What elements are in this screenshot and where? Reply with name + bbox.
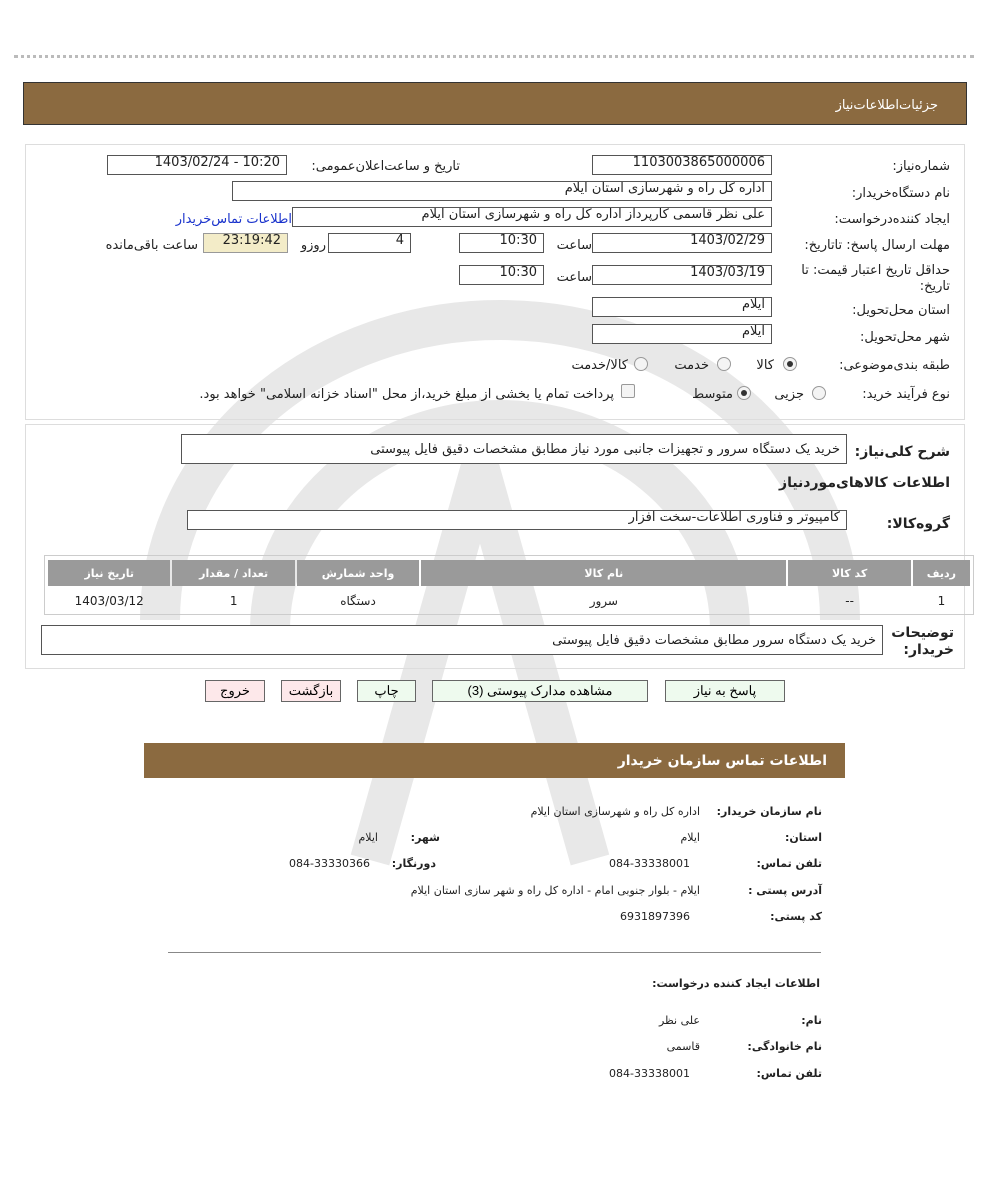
creator-field: علی نظر قاسمی کارپرداز اداره کل راه و شهرسازی استان ایلام	[292, 207, 772, 227]
contact-address-label: آدرس پستی :	[748, 884, 822, 897]
creator-name-label: نام:	[801, 1014, 822, 1027]
contact-province-label: استان:	[785, 831, 822, 844]
deadline-date-field: 1403/02/29	[592, 233, 772, 253]
contact-city-label: شهر:	[410, 831, 440, 844]
category-option-service: خدمت	[674, 358, 709, 373]
exit-button[interactable]: خروج	[205, 680, 265, 702]
cell-row: 1	[937, 594, 946, 608]
process-radio-medium[interactable]	[737, 386, 751, 400]
creator-family-label: نام خانوادگی:	[747, 1040, 822, 1053]
validity-date-field: 1403/03/19	[592, 265, 772, 285]
col-unit: واحد شمارش	[297, 560, 419, 586]
category-radio-service[interactable]	[717, 357, 731, 371]
goods-group-field: کامپیوتر و فناوری اطلاعات-سخت افزار	[187, 510, 847, 530]
buyer-notes-field: خرید یک دستگاه سرور مطابق مشخصات دقیق فایل پیوستی	[41, 625, 883, 655]
buyer-org-field: اداره کل راه و شهرسازی استان ایلام	[232, 181, 772, 201]
back-button[interactable]: بازگشت	[281, 680, 341, 702]
creator-family-value: قاسمی	[666, 1040, 700, 1053]
buyer-notes-label: توضیحات خریدار:	[891, 625, 954, 658]
validity-time-label: ساعت	[556, 270, 592, 285]
contact-header	[144, 743, 845, 778]
table-row	[48, 588, 970, 614]
goods-group-label: گروه‌کالا:	[886, 516, 950, 532]
validity-time-field: 10:30	[459, 265, 544, 285]
contact-province-value: ایلام	[680, 831, 700, 844]
city-label: شهر محل‌تحویل:	[860, 330, 950, 345]
process-option-medium: متوسط	[692, 387, 733, 402]
contact-org-label: نام سازمان خریدار:	[716, 805, 822, 818]
deadline-label: مهلت ارسال پاسخ: تاتاریخ:	[804, 238, 950, 253]
category-option-goods: کالا	[756, 358, 774, 373]
days-label: روزو	[300, 238, 326, 253]
creator-phone-label: تلفن تماس:	[756, 1067, 822, 1080]
category-radio-both[interactable]	[634, 357, 648, 371]
goods-info-title: اطلاعات کالاهای‌مورد‌نیاز	[779, 475, 950, 491]
cell-date: 1403/03/12	[74, 594, 144, 608]
summary-field: خرید یک دستگاه سرور و تجهیزات جانبی مورد نیاز مطابق مشخصات دقیق فایل پیوستی	[181, 434, 847, 464]
need-number-label: شماره‌نیاز:	[892, 159, 950, 174]
items-table	[46, 558, 972, 616]
contact-phone-label: تلفن تماس:	[756, 857, 822, 870]
contact-divider	[168, 952, 821, 953]
category-option-both: کالا/خدمت	[571, 358, 628, 373]
contact-fax-label: دورنگار:	[391, 857, 436, 870]
category-label: طبقه بندی‌موضوعی:	[839, 358, 950, 373]
days-field: 4	[328, 233, 411, 253]
contact-postal-value: 6931897396	[620, 910, 690, 923]
process-radio-small[interactable]	[812, 386, 826, 400]
contact-address-value: ایلام - بلوار جنوبی امام - اداره کل راه و شهر سازی استان ایلام	[410, 884, 700, 897]
remaining-label: ساعت باقی‌مانده	[105, 238, 198, 253]
col-date: تاریخ نیاز	[48, 560, 170, 586]
col-qty: تعداد / مقدار	[172, 560, 294, 586]
summary-label: شرح کلی‌نیاز:	[854, 444, 950, 460]
cell-qty: 1	[229, 594, 238, 608]
process-option-small: جزیی	[774, 387, 804, 402]
contact-postal-label: کد پستی:	[770, 910, 822, 923]
contact-phone-value: 084-33338001	[609, 857, 690, 870]
page-header	[23, 82, 967, 125]
contact-title: اطلاعات تماس سازمان خریدار	[617, 753, 827, 769]
buyer-contact-link[interactable]: اطلاعات تماس‌خریدار	[175, 212, 292, 227]
reply-button[interactable]: پاسخ به نیاز	[665, 680, 785, 702]
category-radio-goods[interactable]	[783, 357, 797, 371]
deadline-time-field: 10:30	[459, 233, 544, 253]
page-title: جزئیات‌اطلاعات‌نیاز	[835, 98, 938, 113]
announce-date-field: 1403/02/24 - 10:20	[107, 155, 287, 175]
deadline-time-label: ساعت	[556, 238, 592, 253]
province-field: ایلام	[592, 297, 772, 317]
contact-city-value: ایلام	[358, 831, 378, 844]
col-name: نام کالا	[421, 560, 786, 586]
announce-label: تاریخ و ساعت‌اعلان‌عمومی:	[311, 159, 460, 174]
cell-unit: دستگاه	[340, 594, 376, 608]
creator-info-title: اطلاعات ایجاد کننده درخواست:	[652, 977, 820, 990]
cell-code: --	[845, 594, 854, 608]
creator-label: ایجاد کننده‌درخواست:	[834, 212, 950, 227]
top-dotted-divider	[14, 55, 974, 58]
attachments-button[interactable]: مشاهده مدارک پیوستی (3)	[432, 680, 648, 702]
creator-name-value: علی نظر	[658, 1014, 700, 1027]
payment-note: پرداخت تمام یا بخشی از مبلغ خرید،از محل "اسناد خزانه اسلامی" خواهد بود.	[199, 387, 614, 402]
need-number-field: 1103003865000006	[592, 155, 772, 175]
remaining-time-field: 23:19:42	[203, 233, 288, 253]
col-row: ردیف	[913, 560, 970, 586]
cell-name: سرور	[589, 594, 618, 608]
contact-fax-value: 084-33330366	[289, 857, 370, 870]
buyer-org-label: نام دستگاه‌خریدار:	[851, 186, 950, 201]
city-field: ایلام	[592, 324, 772, 344]
treasury-payment-checkbox[interactable]	[621, 384, 635, 398]
col-code: کد کالا	[788, 560, 910, 586]
province-label: استان محل‌تحویل:	[852, 303, 950, 318]
creator-phone-value: 084-33338001	[609, 1067, 690, 1080]
validity-label: حداقل تاریخ اعتبار قیمت: تا تاریخ:	[801, 263, 950, 294]
print-button[interactable]: چاپ	[357, 680, 416, 702]
process-label: نوع فرآیند خرید:	[862, 387, 950, 402]
contact-org-value: اداره کل راه و شهرسازی استان ایلام	[530, 805, 700, 818]
